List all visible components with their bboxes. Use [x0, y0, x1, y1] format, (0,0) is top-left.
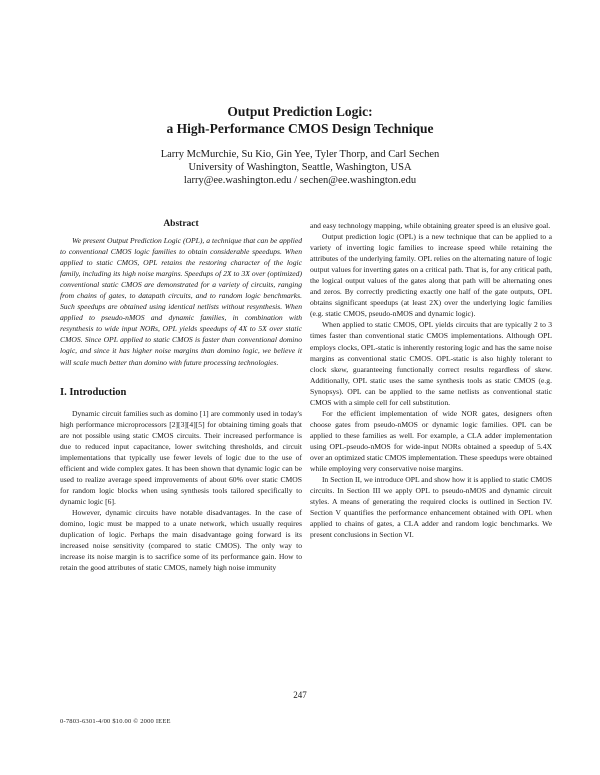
- left-column: [60, 218, 302, 573]
- intro-paragraph-2: However, dynamic circuits have notable disadvantages. In the case of domino, logic must be mapped to a unate network, which usually requires duplication of logic. Perhaps the main disadvantage going forward is its increased noise sensitivity (compared to static CMOS). The only way to increase its noise margin is to sacrifice some of its performance gain. How to retain the good attributes of static CMOS, namely high noise immunity: [60, 507, 302, 573]
- intro-paragraph-1: Dynamic circuit families such as domino [1] are commonly used in today's high performance microprocessors [2][3][4][5] for obtaining timing goals that are not possible using static CMOS circuits. Their increased performance is due to reduced input capacitance, lower switching thresholds, and circuit implementations that typically use fewer levels of logic due to the use of efficient and wide complex gates. It has been shown that dynamic logic can be used to realize average speed improvements of about 60% over static CMOS for random logic blocks when using synthesis tools tailored specifically to dynamic logic [6].: [60, 408, 302, 506]
- paper-title-line-1: Output Prediction Logic:: [227, 104, 373, 119]
- author-list: Larry McMurchie, Su Kio, Gin Yee, Tyler Thorp, and Carl Sechen: [160, 149, 440, 160]
- paper-title-line-2: a High-Performance CMOS Design Technique: [166, 121, 434, 136]
- intro-paragraph-outline: In Section II, we introduce OPL and show how it is applied to static CMOS circuits. In Section III we apply OPL to pseudo-nMOS and dynamic circuit styles. A means of generating the required clocks is outlined in Section IV. Section V quantifies the performance enhancement obtained with OPL when applied to chains of gates, a CLA adder and random logic benchmarks. We present conclusions in Section VI.: [310, 475, 552, 540]
- contact-email: larry@ee.washington.edu / sechen@ee.washington.edu: [183, 175, 417, 186]
- intro-paragraph-continued: and easy technology mapping, while obtaining greater speed is an elusive goal.: [310, 221, 551, 230]
- right-column: [310, 220, 552, 540]
- abstract-text: We present Output Prediction Logic (OPL), a technique that can be applied to conventional CMOS logic families to obtain considerable speedups. When applied to static CMOS, OPL retains the restoring character of the logic family, including its high noise margins. Speedups of 2X to 3X over (optimized) conventional static CMOS are demonstrated for a variety of circuits, ranging from chains of gates, to datapath circuits, and to random logic benchmarks. Such speedups are obtained using identical netlists without resynthesis. When applied to pseudo-nMOS and dynamic families, in combination with resynthesis to wide input NORs, OPL yields speedups of 4X to 5X over static CMOS. Since OPL applied to static CMOS is faster than conventional domino logic, and since it has higher noise margins than domino logic, we believe it will scale much better than domino with future processing technologies.: [60, 236, 302, 367]
- page-number: 247: [293, 690, 307, 700]
- section-heading-introduction: I. Introduction: [60, 386, 127, 398]
- footer-copyright-code: 0-7803-6301-4/00 $10.00 © 2000 IEEE: [60, 718, 171, 725]
- intro-paragraph-nor: For the efficient implementation of wide NOR gates, designers often choose gates from pseudo-nMOS or dynamic logic families. OPL can be applied to these families as well. For example, a CLA adder implementation using OPL-pseudo-nMOS for wide-input NORs obtained a speedup of 5.4X over an optimized static CMOS implementation. These speedups were obtained while employing very conservative noise margins.: [310, 408, 552, 474]
- abstract-heading: Abstract: [163, 219, 199, 229]
- intro-paragraph-static: When applied to static CMOS, OPL yields circuits that are typically 2 to 3 times faster than conventional static CMOS implementations. Although OPL employs clocks, OPL-static is inherently restoring logic and has the same noise margins as conventional static CMOS. OPL-static is also highly tolerant to clock skew, guaranteeing functionally correct results regardless of skew. Additionally, OPL static uses the same synthesis tools as static CMOS (e.g. Synopsys). OPL can be applied to the same netlists as conventional static CMOS with a simple cell for cell substitution.: [310, 320, 552, 407]
- affiliation: University of Washington, Seattle, Washington, USA: [188, 162, 412, 173]
- intro-paragraph-opl: Output prediction logic (OPL) is a new technique that can be applied to a variety of inverting logic families to increase speed while retaining the attributes of the underlying family. OPL relies on the alternating nature of logic output values for inverting gates on a critical path. That is, for any critical path, the logical output values of the gates along that path will be alternating ones and zeros. By correctly predicting exactly one half of the gate outputs, OPL obtains significant speedups (at least 2X) over the underlying logic families (e.g. static CMOS, pseudo-nMOS and dynamic logic).: [310, 232, 552, 319]
